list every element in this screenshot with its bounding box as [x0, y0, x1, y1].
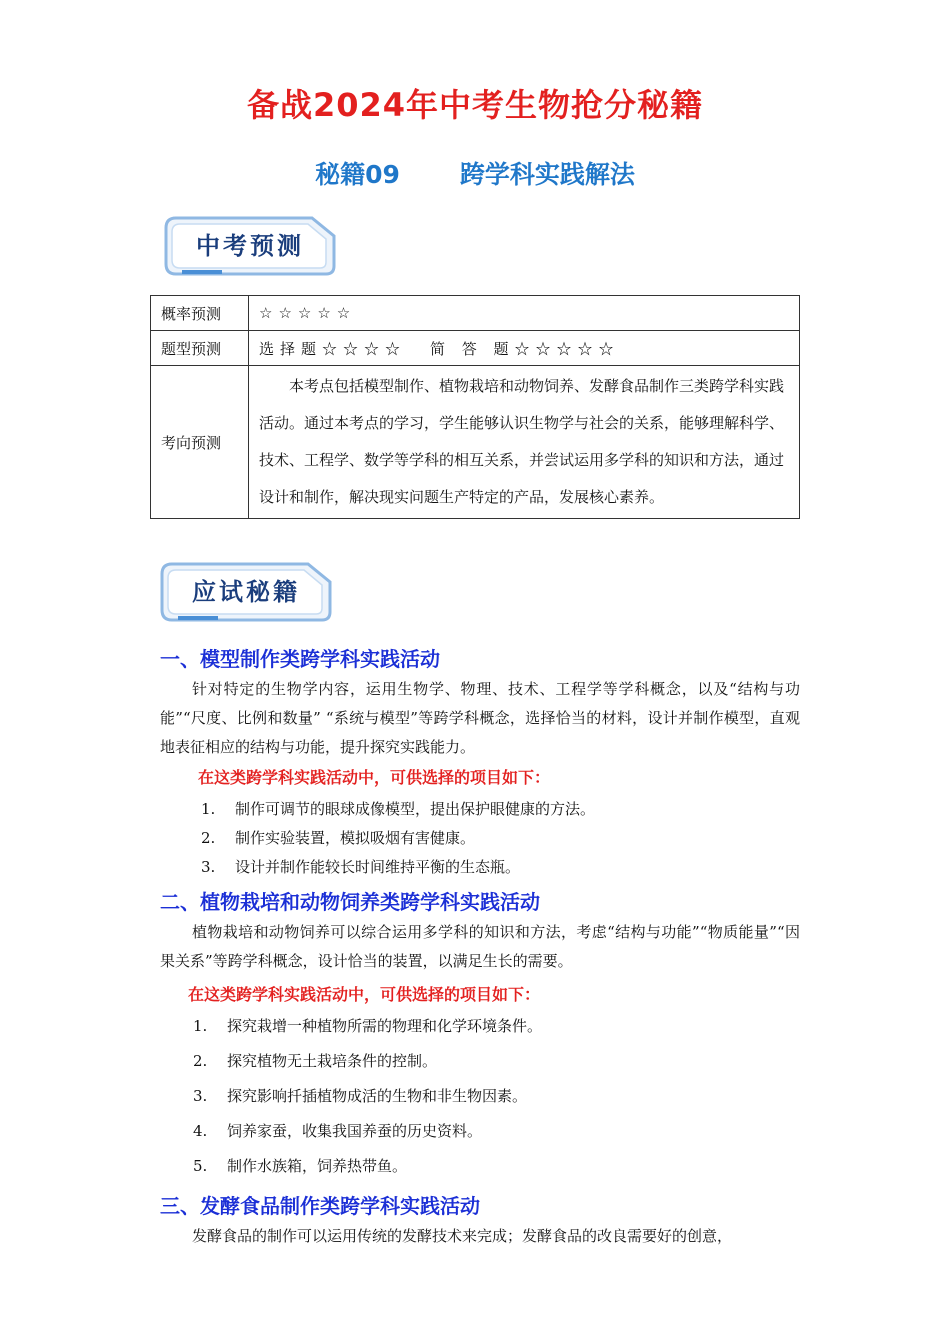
page-title: 备战2024年中考生物抢分秘籍 — [246, 86, 704, 124]
table-row — [151, 296, 800, 331]
section-paragraph: 针对特定的生物学内容，运用生物学、物理、技术、工程学等学科概念，以及“结构与功能”“尺度、比例和数量” “系统与模型”等跨学科概念，选择恰当的材料，设计并制作模型，直观地表征相应的结构与功能，提升探究实践能力。 — [160, 680, 800, 756]
table-row — [151, 366, 800, 519]
section-subheading: 在这类跨学科实践活动中，可供选择的项目如下： — [188, 985, 541, 1004]
table-value — [249, 296, 800, 331]
section-heading: 三、发酵食品制作类跨学科实践活动 — [160, 1194, 480, 1218]
subtitle-topic: 跨学科实践解法 — [459, 160, 635, 189]
tips-badge-label: 应试秘籍 — [192, 578, 300, 606]
list-item: 2. 制作实验装置，模拟吸烟有害健康。 — [201, 829, 476, 847]
list-item: 2. 探究植物无土栽培条件的控制。 — [193, 1052, 438, 1070]
table-key: 概率预测 — [151, 296, 249, 331]
forecast-badge-label: 中考预测 — [196, 232, 304, 260]
list-item: 4. 饲养家蚕，收集我国养蚕的历史资料。 — [193, 1122, 483, 1140]
list-item: 5. 制作水族箱，饲养热带鱼。 — [193, 1157, 408, 1175]
table-value: 本考点包括模型制作、植物栽培和动物饲养、发酵食品制作三类跨学科实践活动。通过本考点的学习，学生能够认识生物学与社会的关系，能够理解科学、技术、工程学、数学等学科的相互关系，并尝试运用多学科的知识和方法，通过设计和制作，解决现实问题生产特定的产品，发展核心素养。 — [249, 366, 800, 519]
section-paragraph: 发酵食品的制作可以运用传统的发酵技术来完成；发酵食品的改良需要好的创意， — [192, 1227, 733, 1245]
list-item: 3. 设计并制作能较长时间维持平衡的生态瓶。 — [201, 858, 521, 876]
page-subtitle — [0, 155, 950, 191]
list-item: 3. 探究影响扦插植物成活的生物和非生物因素。 — [193, 1087, 528, 1105]
forecast-table — [150, 295, 800, 519]
table-value — [249, 331, 800, 366]
table-row — [151, 331, 800, 366]
section-heading: 一、模型制作类跨学科实践活动 — [160, 647, 440, 671]
forecast-badge — [162, 214, 338, 278]
list-item: 1. 制作可调节的眼球成像模型，提出保护眼健康的方法。 — [201, 800, 596, 818]
section-subheading: 在这类跨学科实践活动中，可供选择的项目如下： — [198, 768, 551, 787]
subtitle-code: 秘籍09 — [315, 160, 400, 189]
table-key: 题型预测 — [151, 331, 249, 366]
tips-badge — [158, 560, 334, 624]
probability-stars: ☆☆☆☆☆ — [259, 304, 357, 322]
list-item: 1. 探究栽增一种植物所需的物理和化学环境条件。 — [193, 1017, 543, 1035]
short-answer-stars: 简 答 题☆☆☆☆☆ — [430, 339, 620, 358]
section-paragraph: 植物栽培和动物饲养可以综合运用多学科的知识和方法，考虑“结构与功能”“物质能量”“因果关系”等跨学科概念，设计恰当的装置，以满足生长的需要。 — [160, 923, 800, 970]
choice-question-stars: 选择题☆☆☆☆ — [259, 339, 407, 358]
section-heading: 二、植物栽培和动物饲养类跨学科实践活动 — [160, 890, 540, 914]
table-key: 考向预测 — [151, 366, 249, 519]
